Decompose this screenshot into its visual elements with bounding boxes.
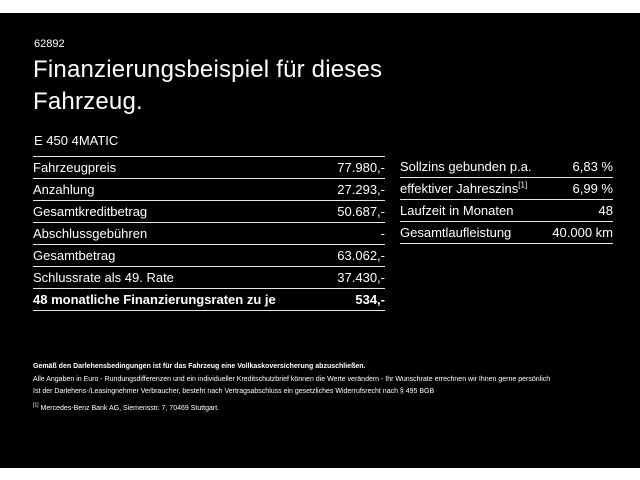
table-row <box>400 156 613 178</box>
table-row <box>33 267 385 289</box>
row-label: Anzahlung <box>33 182 95 197</box>
row-value: 40.000 km <box>552 225 613 240</box>
row-label: Fahrzeugpreis <box>33 160 117 175</box>
row-value: 50.687,- <box>337 204 385 219</box>
financing-panel <box>0 13 640 468</box>
row-label: Abschlussgebühren <box>33 226 148 241</box>
row-label: Sollzins gebunden p.a. <box>400 159 532 174</box>
footnote-text: Mercedes-Benz Bank AG, Siemensstr. 7, 70469 Stuttgart. <box>40 405 220 412</box>
row-value: - <box>380 226 385 241</box>
table-row <box>33 223 385 245</box>
footnote-marker: [1] <box>518 180 528 190</box>
row-label: 48 monatliche Finanzierungsraten zu je <box>33 292 276 307</box>
row-label: Gesamtlaufleistung <box>400 225 512 240</box>
bank-footnote <box>33 403 613 415</box>
vehicle-model: E 450 4MATIC <box>34 133 119 148</box>
conditions-table <box>400 156 613 244</box>
row-label: Gesamtkreditbetrag <box>33 204 148 219</box>
page-title: Finanzierungsbeispiel für dieses Fahrzeug. <box>33 56 383 115</box>
table-row <box>33 201 385 223</box>
table-row <box>400 200 613 222</box>
row-value: 37.430,- <box>337 270 385 285</box>
table-row <box>400 178 613 200</box>
table-row-monthly-rate <box>33 289 385 311</box>
legal-footer <box>33 361 613 415</box>
finance-table <box>33 156 385 311</box>
row-value: 63.062,- <box>337 248 385 263</box>
row-label: Gesamtbetrag <box>33 248 116 263</box>
row-value: 48 <box>598 203 613 218</box>
row-label: effektiver Jahreszins[1] <box>400 180 528 196</box>
disclaimer-line: Alle Angaben in Euro - Rundungsdifferenzen und ein individueller Kreditschutzbrief können die Werte verändern - Ihr Wunschrate errechnen wir Ihnen gerne persönlich <box>33 376 551 383</box>
table-row <box>33 245 385 267</box>
insurance-note: Gemäß den Darlehensbedingungen ist für das Fahrzeug eine Vollkaskoversicherung abzuschließen. <box>33 363 366 370</box>
table-row <box>400 222 613 244</box>
disclaimer-line: Ist der Darlehens-/Leasingnehmer Verbraucher, besteht nach Vertragsabschluss ein gesetzliches Widerrufsrecht nach § 495 BGB <box>33 388 435 395</box>
row-label: Laufzeit in Monaten <box>400 203 514 218</box>
doc-number: 62892 <box>34 38 65 50</box>
footnote-marker: [1] <box>33 402 39 409</box>
table-row <box>33 179 385 201</box>
row-value: 77.980,- <box>337 160 385 175</box>
row-label: Schlussrate als 49. Rate <box>33 270 174 285</box>
row-value: 6,83 % <box>572 159 613 174</box>
row-value: 6,99 % <box>572 181 613 196</box>
row-value: 27.293,- <box>337 182 385 197</box>
row-value: 534,- <box>355 292 385 307</box>
table-row <box>33 157 385 179</box>
